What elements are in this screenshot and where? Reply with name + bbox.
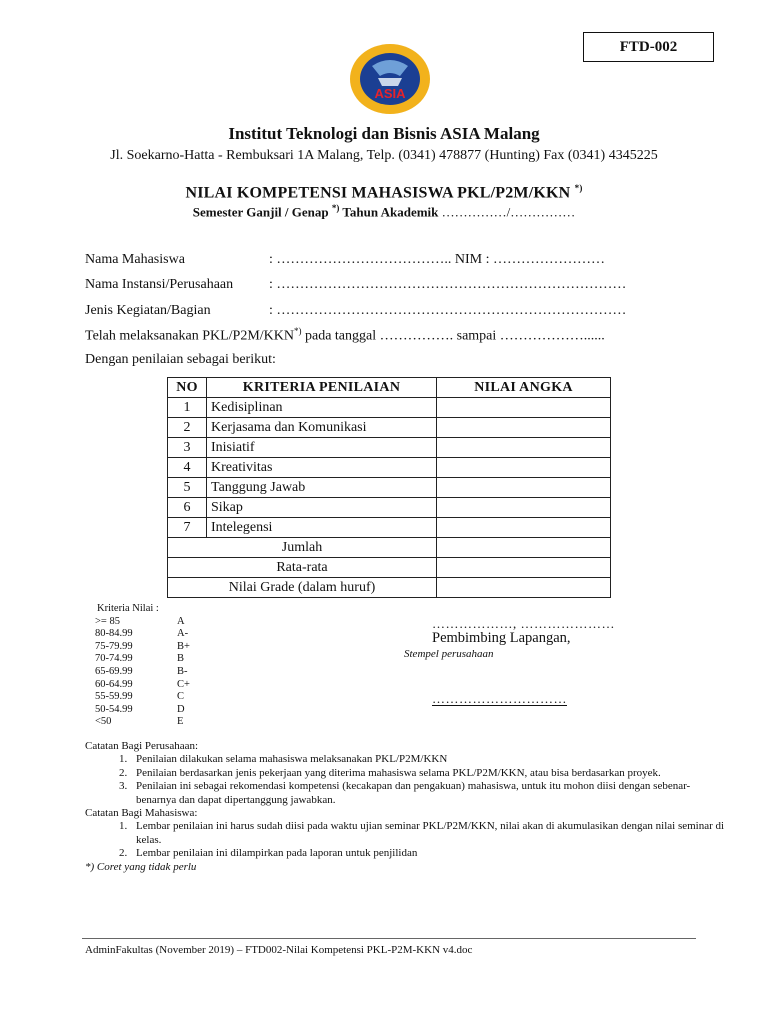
row-no: 6	[168, 498, 207, 518]
grading-range: 65-69.99	[95, 665, 133, 677]
grading-row	[95, 679, 190, 692]
institution-name: Institut Teknologi dan Bisnis ASIA Malang	[228, 124, 540, 143]
header-nilai: NILAI ANGKA	[437, 378, 611, 398]
row-no: 4	[168, 458, 207, 478]
signature-title: Pembimbing Lapangan,	[432, 630, 571, 646]
grading-title: Kriteria Nilai :	[97, 603, 159, 614]
field-instansi	[85, 277, 626, 293]
field-dengan: Dengan penilaian sebagai berikut:	[85, 352, 276, 367]
row-nilai-cell[interactable]	[437, 418, 611, 438]
row-nilai-cell[interactable]	[437, 438, 611, 458]
grading-criteria	[95, 603, 190, 729]
row-nilai-cell[interactable]	[437, 458, 611, 478]
list-item: 2. Lembar penilaian ini dilampirkan pada laporan untuk penjilidan	[130, 847, 725, 860]
summary-row-jumlah	[168, 538, 611, 558]
summary-value-cell[interactable]	[437, 558, 611, 578]
field-jenis-label: Jenis Kegiatan/Bagian	[85, 303, 211, 318]
grading-row	[95, 704, 190, 717]
signature-place-date[interactable]: ………………, …………………	[432, 616, 615, 631]
list-item: 2. Penilaian berdasarkan jenis pekerjaan yang diterima mahasiswa selama PKL/P2M/KKN, atau bisa berdasarkan proyek.	[130, 767, 725, 780]
grading-grade: B-	[177, 665, 188, 677]
list-item: 1. Lembar penilaian ini harus sudah diisi pada waktu ujian seminar PKL/P2M/KKN, nilai akan di akumulasikan dengan nilai seminar di kelas.	[130, 820, 725, 847]
grading-grade: B+	[177, 640, 190, 652]
student-notes-list	[85, 820, 725, 860]
student-notes-heading: Catatan Bagi Mahasiswa:	[85, 807, 198, 820]
row-kriteria: Inisiatif	[207, 438, 437, 458]
grading-grade: A	[177, 615, 185, 627]
list-item: 3. Penilaian ini sebagai rekomendasi kompetensi (kecakapan dan pengakuan) mahasiswa, untuk itu mohon diisi dengan sebenar-benarnya dan dapat dipertanggung jawabkan.	[130, 780, 725, 807]
grading-row	[95, 666, 190, 679]
field-jenis-value[interactable]: : …………………………………………………………………	[269, 303, 627, 318]
field-telah	[85, 326, 605, 345]
logo-book-icon	[378, 78, 402, 86]
summary-label: Nilai Grade (dalam huruf)	[168, 578, 437, 598]
row-no: 2	[168, 418, 207, 438]
grading-grade: C	[177, 691, 185, 703]
summary-row-grade	[168, 578, 611, 598]
table-row	[168, 498, 611, 518]
row-no: 3	[168, 438, 207, 458]
institution-logo	[348, 42, 432, 116]
grading-range: 70-74.99	[95, 653, 133, 665]
semester-dots: ……………/……………	[441, 204, 576, 220]
criteria-table	[167, 377, 611, 598]
field-jenis	[85, 303, 626, 319]
form-code: FTD-002	[619, 38, 678, 55]
field-nama-value[interactable]: : ……………………………….. NIM : ……………………	[269, 252, 605, 267]
semester-mark: *)	[331, 203, 340, 213]
field-instansi-value[interactable]: : …………………………………………………………………	[269, 277, 627, 292]
table-row	[168, 478, 611, 498]
grading-grade: B	[177, 653, 185, 665]
grading-row	[95, 691, 190, 704]
grading-row	[95, 641, 190, 654]
footer-text: AdminFakultas (November 2019) – FTD002-Nilai Kompetensi PKL-P2M-KKN v4.doc	[85, 944, 473, 956]
row-kriteria: Kerjasama dan Komunikasi	[207, 418, 437, 438]
semester-suffix: Tahun Akademik	[342, 204, 439, 220]
row-no: 5	[168, 478, 207, 498]
summary-row-rata	[168, 558, 611, 578]
summary-value-cell[interactable]	[437, 578, 611, 598]
notes-section	[85, 740, 725, 874]
table-row	[168, 398, 611, 418]
header-kriteria: KRITERIA PENILAIAN	[207, 378, 437, 398]
row-kriteria: Sikap	[207, 498, 437, 518]
grading-range: 50-54.99	[95, 703, 133, 715]
grading-row	[95, 716, 190, 729]
grading-grade: E	[177, 716, 184, 728]
grading-range: >= 85	[95, 615, 120, 627]
title-mark: *)	[574, 183, 583, 193]
field-telah-suffix[interactable]: pada tanggal ……………. sampai ………………......	[304, 328, 605, 344]
grading-grade: A-	[177, 628, 189, 640]
row-kriteria: Kedisiplinan	[207, 398, 437, 418]
semester-prefix: Semester Ganjil / Genap	[192, 204, 329, 220]
header-no: NO	[168, 378, 207, 398]
grading-range: 60-64.99	[95, 678, 133, 690]
row-kriteria: Kreativitas	[207, 458, 437, 478]
row-nilai-cell[interactable]	[437, 518, 611, 538]
field-telah-mark: *)	[293, 326, 302, 336]
grading-range: 80-84.99	[95, 628, 133, 640]
row-kriteria: Intelegensi	[207, 518, 437, 538]
grading-grade: C+	[177, 678, 190, 690]
row-nilai-cell[interactable]	[437, 498, 611, 518]
field-instansi-label: Nama Instansi/Perusahaan	[85, 277, 234, 292]
row-no: 7	[168, 518, 207, 538]
grading-range: 75-79.99	[95, 640, 133, 652]
stamp-label: Stempel perusahaan	[404, 648, 494, 660]
company-notes-heading: Catatan Bagi Perusahaan:	[85, 740, 199, 752]
grading-row	[95, 653, 190, 666]
grading-row	[95, 628, 190, 641]
row-nilai-cell[interactable]	[437, 398, 611, 418]
grading-row	[95, 616, 190, 629]
footnote: *) Coret yang tidak perlu	[85, 860, 197, 873]
table-row	[168, 458, 611, 478]
table-row	[168, 518, 611, 538]
summary-label: Rata-rata	[168, 558, 437, 578]
document-title	[0, 183, 768, 202]
grading-grade: D	[177, 703, 185, 715]
semester-line	[0, 203, 768, 220]
row-nilai-cell[interactable]	[437, 478, 611, 498]
criteria-table-wrap	[167, 377, 611, 598]
grading-range: 55-59.99	[95, 691, 133, 703]
signature-name-line[interactable]: …………………………	[432, 691, 567, 706]
grading-range: <50	[95, 716, 112, 728]
logo-text: ASIA	[374, 86, 406, 101]
form-code-box	[583, 32, 714, 62]
row-no: 1	[168, 398, 207, 418]
institution-address: Jl. Soekarno-Hatta - Rembuksari 1A Malang, Telp. (0341) 478877 (Hunting) Fax (0341) 4345225	[110, 148, 658, 163]
field-telah-prefix: Telah melaksanakan PKL/P2M/KKN	[85, 328, 294, 344]
field-nama	[85, 252, 605, 268]
table-row	[168, 438, 611, 458]
summary-value-cell[interactable]	[437, 538, 611, 558]
list-item: 1. Penilaian dilakukan selama mahasiswa melaksanakan PKL/P2M/KKN	[130, 753, 725, 766]
title-text: NILAI KOMPETENSI MAHASISWA PKL/P2M/KKN	[185, 184, 571, 202]
row-kriteria: Tanggung Jawab	[207, 478, 437, 498]
table-header-row	[168, 378, 611, 398]
company-notes-list	[85, 753, 725, 807]
field-nama-label: Nama Mahasiswa	[85, 252, 185, 267]
table-row	[168, 418, 611, 438]
footer-divider	[82, 938, 696, 939]
summary-label: Jumlah	[168, 538, 437, 558]
